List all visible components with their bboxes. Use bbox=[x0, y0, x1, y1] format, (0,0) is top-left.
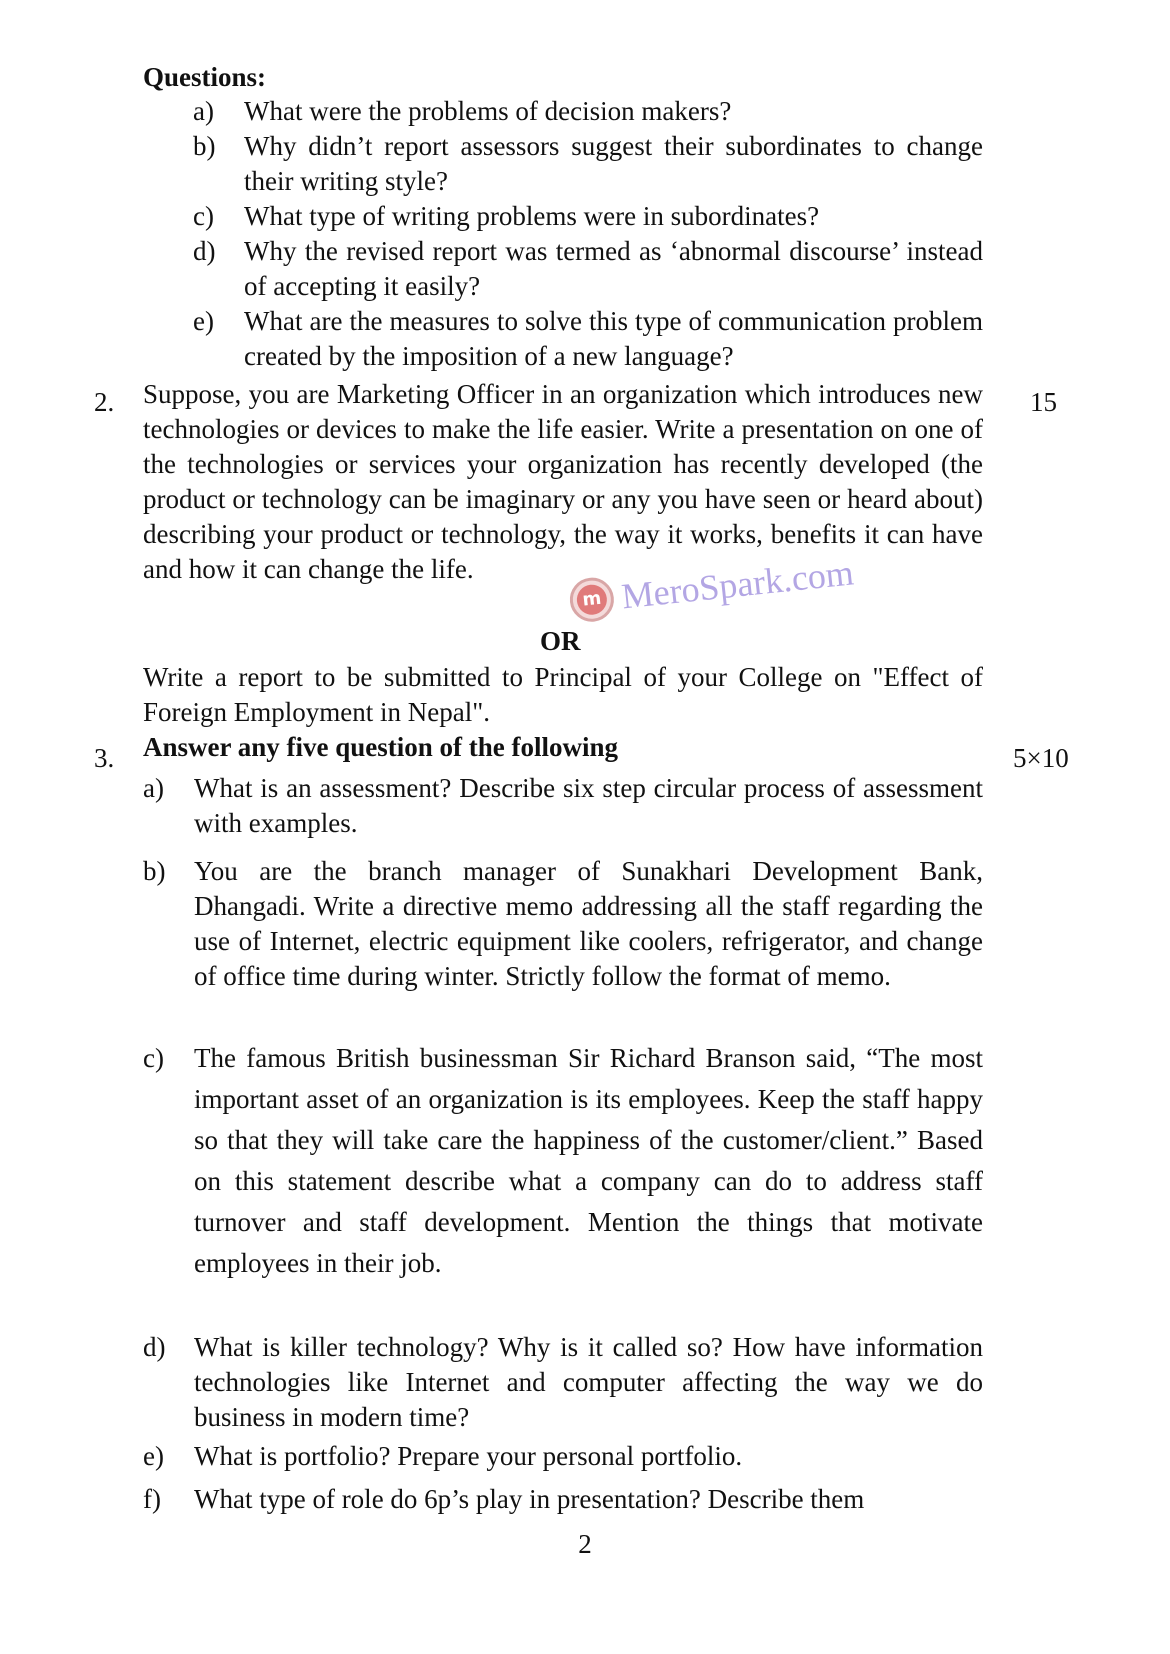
question-2-alternative-text: Write a report to be submitted to Principal of your College on "Effect of Foreign Employment in Nepal". bbox=[143, 662, 983, 727]
merospark-logo-icon bbox=[568, 576, 616, 624]
question-3-item-text: What is killer technology? Why is it called so? How have information technologies like Internet and computer affecting the way we do business in modern time? bbox=[194, 1332, 983, 1432]
question-3-item-text: The famous British businessman Sir Richard Branson said, “The most important asset of an organization is its employees. Keep the staff happy so that they will take care the happiness of the customer/client.” Based on this statement describe what a company can do to address staff turnover and staff development. Mention the things that motivate employees in their job. bbox=[194, 1043, 983, 1278]
question-3-item bbox=[143, 771, 983, 841]
sub-question-text: What are the measures to solve this type of communication problem created by the imposition of a new language? bbox=[244, 306, 983, 371]
sub-question-item bbox=[193, 129, 983, 199]
question-3-item-label: e) bbox=[143, 1441, 164, 1471]
sub-question-item bbox=[193, 94, 983, 129]
question-3-item-label: f) bbox=[143, 1484, 161, 1514]
merospark-logo-letter: m bbox=[575, 583, 608, 616]
question-3-marks: 5×10 bbox=[1013, 743, 1069, 773]
question-3-item-label: a) bbox=[143, 773, 164, 803]
question-2-text: Suppose, you are Marketing Officer in an organization which introduces new technologies or devices to make the life easier. Write a presentation on one of the technologies or services your organization has recently developed (the product or technology can be imaginary or any you have seen or heard about) describing your product or technology, the way it works, benefits it can have and how it can change the life. bbox=[143, 379, 983, 584]
sub-question-label: e) bbox=[193, 306, 214, 336]
question-3-item bbox=[143, 1038, 983, 1284]
question-3-item bbox=[143, 854, 983, 994]
page-number: 2 bbox=[578, 1529, 592, 1559]
watermark-text: MeroSpark.com bbox=[619, 552, 856, 617]
question-3-item-label: b) bbox=[143, 856, 166, 886]
sub-question-text: What were the problems of decision makers? bbox=[244, 96, 732, 126]
question-3-item bbox=[143, 1439, 983, 1474]
question-2-number: 2. bbox=[94, 387, 115, 417]
question-3-item bbox=[143, 1330, 983, 1435]
or-separator: OR bbox=[540, 626, 581, 656]
sub-question-label: c) bbox=[193, 201, 214, 231]
sub-question-text: Why the revised report was termed as ‘abnormal discourse’ instead of accepting it easily? bbox=[244, 236, 983, 301]
sub-question-list bbox=[193, 94, 983, 374]
sub-question-text: What type of writing problems were in subordinates? bbox=[244, 201, 820, 231]
sub-question-label: d) bbox=[193, 236, 216, 266]
questions-heading: Questions: bbox=[143, 62, 267, 92]
question-3-item-text: What type of role do 6p’s play in presentation? Describe them bbox=[194, 1484, 865, 1514]
sub-question-text: Why didn’t report assessors suggest their subordinates to change their writing style? bbox=[244, 131, 983, 196]
question-3-item-text: What is an assessment? Describe six step circular process of assessment with examples. bbox=[194, 773, 983, 838]
question-3-item-text: What is portfolio? Prepare your personal portfolio. bbox=[194, 1441, 743, 1471]
question-3-item-text: You are the branch manager of Sunakhari Development Bank, Dhangadi. Write a directive memo addressing all the staff regarding the use of Internet, electric equipment like coolers, refrigerator, and change of office time during winter. Strictly follow the format of memo. bbox=[194, 856, 983, 991]
question-3-number: 3. bbox=[94, 743, 115, 773]
question-2-marks: 15 bbox=[1030, 387, 1057, 417]
question-3-item bbox=[143, 1482, 983, 1517]
sub-question-item bbox=[193, 234, 983, 304]
question-3-title: Answer any five question of the following bbox=[143, 732, 619, 762]
question-3-item-label: d) bbox=[143, 1332, 166, 1362]
question-3-item-label: c) bbox=[143, 1043, 164, 1073]
sub-question-item bbox=[193, 304, 983, 374]
sub-question-item bbox=[193, 199, 983, 234]
sub-question-label: b) bbox=[193, 131, 216, 161]
sub-question-label: a) bbox=[193, 96, 214, 126]
